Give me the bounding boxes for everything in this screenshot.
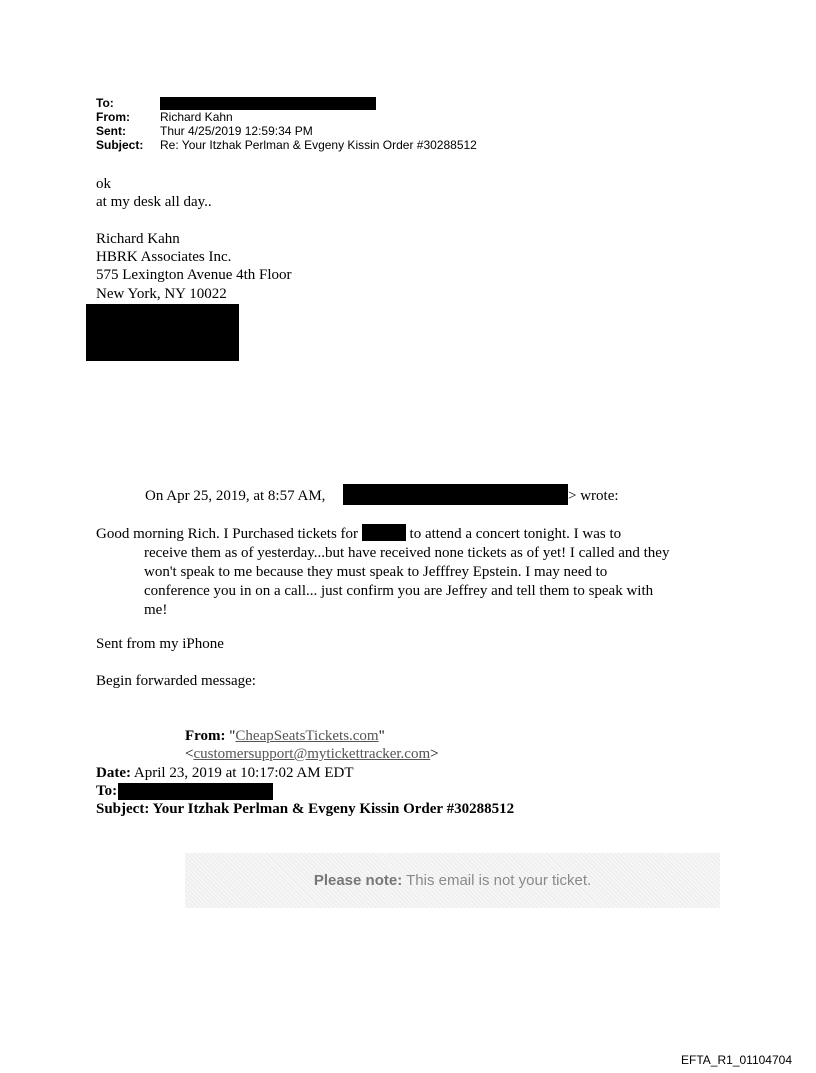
header-to-label: To: xyxy=(96,96,114,110)
forwarded-email-close: > xyxy=(430,746,439,762)
sent-from-iphone: Sent from my iPhone xyxy=(96,636,224,652)
header-from-label: From: xyxy=(96,110,130,124)
reply-line-2: at my desk all day.. xyxy=(96,194,212,210)
forwarded-date-label: Date: xyxy=(96,765,131,781)
ticket-notice-banner xyxy=(185,853,720,908)
header-sent-value: Thur 4/25/2019 12:59:34 PM xyxy=(160,124,313,138)
signature-name: Richard Kahn xyxy=(96,231,180,247)
signature-company: HBRK Associates Inc. xyxy=(96,249,232,265)
redaction-sender-email xyxy=(343,484,568,505)
forwarded-email-open: < xyxy=(185,746,194,762)
header-to-row xyxy=(96,97,160,110)
quoted-body-part-a: Good morning Rich. I Purchased tickets for xyxy=(96,526,359,542)
header-sent-row xyxy=(96,125,313,138)
header-subject-row xyxy=(96,139,477,152)
forwarded-from-name-link[interactable]: CheapSeatsTickets.com xyxy=(235,728,379,744)
notice-text: This email is not your ticket. xyxy=(406,872,592,889)
quoted-intro-prefix: On Apr 25, 2019, at 8:57 AM, xyxy=(145,488,326,504)
quoted-body xyxy=(96,524,676,620)
redaction-forwarded-to xyxy=(118,783,273,800)
redaction-to xyxy=(160,97,376,110)
forwarded-subject-label: Subject: xyxy=(96,801,150,817)
quoted-body-part-c: receive them as of yesterday...but have received none tickets as of yet! I called and they won't speak to me because they must speak to Jefffrey Epstein. I may need to conference you in on a call... just confirm you are Jeffrey and tell them to speak with me! xyxy=(144,545,670,618)
forwarded-subject-value: Your Itzhak Perlman & Evgeny Kissin Order #30288512 xyxy=(152,801,515,817)
forwarded-date-value: April 23, 2019 at 10:17:02 AM EDT xyxy=(133,765,354,781)
redaction-signature-block xyxy=(86,304,239,361)
forwarded-from-quote-close: " xyxy=(378,728,385,744)
quoted-intro xyxy=(145,487,325,505)
header-subject-label: Subject: xyxy=(96,138,144,152)
forwarded-to-line xyxy=(96,782,117,800)
signature-address: 575 Lexington Avenue 4th Floor xyxy=(96,267,292,283)
forwarded-from-quote-open: " xyxy=(229,728,236,744)
forwarded-to-label: To: xyxy=(96,783,118,799)
forwarded-email-line xyxy=(185,745,439,763)
header-from-row xyxy=(96,111,233,124)
begin-forwarded-message: Begin forwarded message: xyxy=(96,673,256,689)
forwarded-date-line xyxy=(96,764,354,782)
forwarded-from-line xyxy=(185,727,385,745)
document-id: EFTA_R1_01104704 xyxy=(681,1053,792,1067)
forwarded-email-link[interactable]: customersupport@mytickettracker.com xyxy=(193,746,431,762)
quoted-body-part-b: to attend a concert tonight. I was to xyxy=(409,526,622,542)
header-subject-value: Re: Your Itzhak Perlman & Evgeny Kissin Order #30288512 xyxy=(160,138,477,152)
reply-line-1: ok xyxy=(96,176,111,192)
redaction-inline-name xyxy=(362,524,406,541)
forwarded-from-label: From: xyxy=(185,728,226,744)
notice-bold-label: Please note: xyxy=(313,872,403,889)
signature-city: New York, NY 10022 xyxy=(96,286,227,302)
header-sent-label: Sent: xyxy=(96,124,126,138)
forwarded-subject-line xyxy=(96,800,514,818)
header-from-value: Richard Kahn xyxy=(160,110,233,124)
quoted-intro-suffix: > wrote: xyxy=(568,488,619,504)
